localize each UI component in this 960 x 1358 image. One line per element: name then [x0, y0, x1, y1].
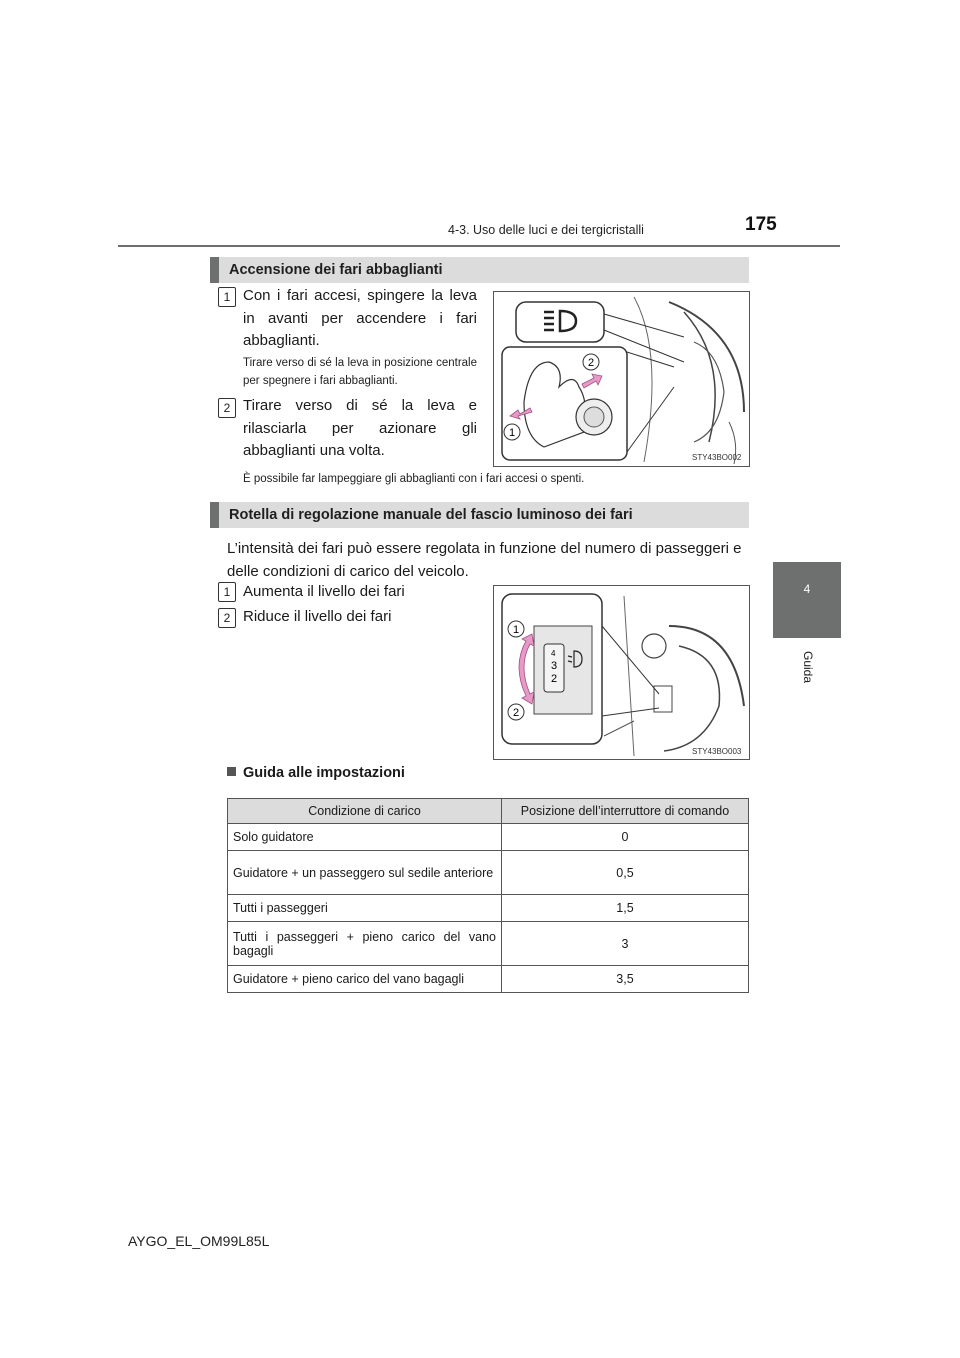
step-2-text: Tirare verso di sé la leva e rilasciarla per azionare gli abbaglianti una volta. — [243, 397, 477, 459]
cell-condition: Tutti i passeggeri + pieno carico del vano bagagli — [228, 922, 502, 966]
step-1-note: Tirare verso di sé la leva in posizione centrale per spegnere i fari abbaglianti. — [243, 357, 477, 387]
figure1-label-2: 2 — [587, 357, 595, 369]
figure2-label-2: 2 — [512, 707, 520, 719]
settings-heading — [227, 765, 405, 781]
document-code: AYGO_EL_OM99L85L — [128, 1233, 270, 1249]
dial-mark-2: 2 — [551, 673, 558, 685]
figure2-label-1: 1 — [512, 624, 520, 636]
dial-mark-3: 3 — [551, 660, 558, 672]
settings-heading-text: Guida alle impostazioni — [243, 765, 405, 781]
section-title: 4-3. Uso delle luci e dei tergicristalli — [448, 223, 644, 237]
item-2-text: Riduce il livello dei fari — [243, 608, 392, 625]
cell-position: 3 — [502, 922, 749, 966]
table-header-row — [228, 799, 749, 824]
step-badge-1: 1 — [218, 287, 236, 307]
cell-position: 3,5 — [502, 966, 749, 993]
flash-note: È possibile far lampeggiare gli abbaglianti con i fari accesi o spenti. — [243, 473, 585, 485]
cell-condition: Guidatore + pieno carico del vano bagagli — [228, 966, 502, 993]
dial-mark-4: 4 — [551, 649, 556, 658]
table-row — [228, 851, 749, 895]
col-header-condition: Condizione di carico — [228, 799, 502, 824]
section-heading-high-beam: Accensione dei fari abbaglianti — [210, 257, 749, 283]
leveling-intro: L’intensità dei fari può essere regolata in funzione del numero di passeggeri e delle condizioni di carico del veicolo. — [227, 540, 742, 580]
page-number: 175 — [745, 214, 777, 235]
cell-condition: Guidatore + un passeggero sul sedile anteriore — [228, 851, 502, 895]
col-header-position: Posizione dell’interruttore di comando — [502, 799, 749, 824]
dial-illustration — [494, 586, 749, 759]
table-row — [228, 824, 749, 851]
table-row — [228, 966, 749, 993]
cell-position: 0,5 — [502, 851, 749, 895]
beam-leveling-figure — [493, 585, 750, 760]
cell-condition: Tutti i passeggeri — [228, 895, 502, 922]
figure1-label-1: 1 — [508, 427, 516, 439]
bullet-square-icon — [227, 767, 236, 776]
figure1-code: STY43BO002 — [692, 453, 742, 462]
lever-illustration — [494, 292, 749, 466]
cell-position: 1,5 — [502, 895, 749, 922]
chapter-label: Guida — [801, 650, 815, 684]
step-1-text: Con i fari accesi, spingere la leva in avanti per accendere i fari abbaglianti. — [243, 287, 477, 349]
item-1-text: Aumenta il livello dei fari — [243, 583, 405, 600]
item-badge-2: 2 — [218, 608, 236, 628]
table-row — [228, 922, 749, 966]
cell-condition: Solo guidatore — [228, 824, 502, 851]
chapter-number: 4 — [803, 582, 811, 596]
step-badge-2: 2 — [218, 398, 236, 418]
header-divider — [118, 245, 840, 247]
settings-table — [227, 798, 749, 993]
figure2-code: STY43BO003 — [692, 747, 742, 756]
table-row — [228, 895, 749, 922]
high-beam-lever-figure — [493, 291, 750, 467]
item-badge-1: 1 — [218, 582, 236, 602]
cell-position: 0 — [502, 824, 749, 851]
section-heading-beam-leveling: Rotella di regolazione manuale del fascio luminoso dei fari — [210, 502, 749, 528]
